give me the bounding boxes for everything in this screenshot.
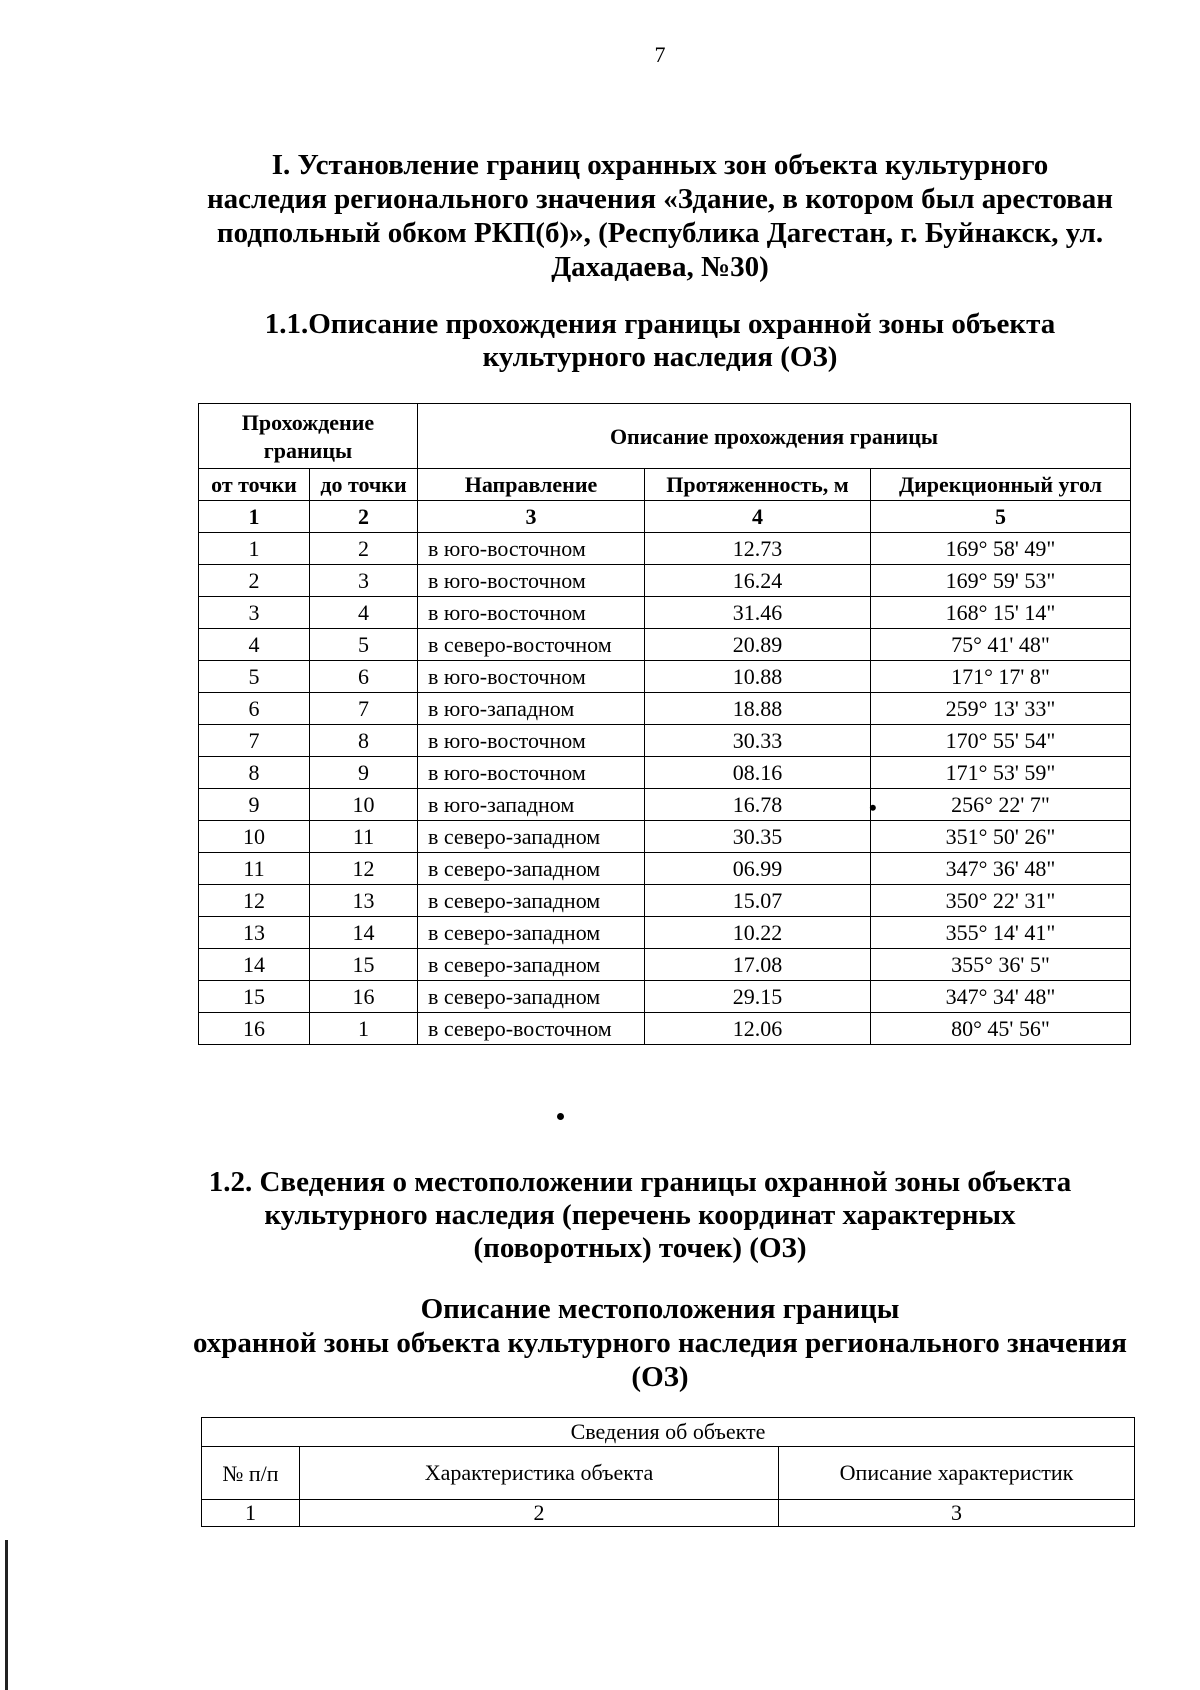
header-description: Описание прохождения границы (418, 404, 1131, 469)
column-number: 5 (871, 501, 1131, 533)
direction-cell: в юго-восточном (418, 757, 645, 789)
angle-cell: 170° 55' 54" (871, 725, 1131, 757)
table-row (199, 789, 1131, 821)
direction-cell: в северо-западном (418, 821, 645, 853)
length-cell: 30.33 (645, 725, 871, 757)
section-heading-1 (200, 148, 1120, 284)
table-row (199, 821, 1131, 853)
header-direction: Направление (418, 469, 645, 501)
column-number: 1 (199, 501, 310, 533)
angle-cell: 347° 34' 48" (871, 981, 1131, 1013)
to-point-cell: 14 (310, 917, 418, 949)
header-row-number: № п/п (202, 1447, 300, 1500)
scan-edge-line (5, 1540, 8, 1690)
direction-cell: в юго-восточном (418, 533, 645, 565)
heading3-line: 1.2. Сведения о местоположении границы охранной зоны объекта (208, 1166, 1072, 1198)
header-to-point: до точки (310, 469, 418, 501)
table-row (199, 1013, 1131, 1045)
angle-cell: 75° 41' 48" (871, 629, 1131, 661)
direction-cell: в северо-восточном (418, 1013, 645, 1045)
length-cell: 12.73 (645, 533, 871, 565)
to-point-cell: 12 (310, 853, 418, 885)
angle-cell: 168° 15' 14" (871, 597, 1131, 629)
length-cell: 18.88 (645, 693, 871, 725)
to-point-cell: 4 (310, 597, 418, 629)
to-point-cell: 3 (310, 565, 418, 597)
heading1-line: I. Установление границ охранных зон объекта культурного (271, 149, 1049, 181)
angle-cell: 259° 13' 33" (871, 693, 1131, 725)
angle-cell: 169° 59' 53" (871, 565, 1131, 597)
header-characteristic-description: Описание характеристик (779, 1447, 1135, 1500)
direction-cell: в северо-восточном (418, 629, 645, 661)
angle-cell: 171° 17' 8" (871, 661, 1131, 693)
table-row (199, 597, 1131, 629)
to-point-cell: 11 (310, 821, 418, 853)
heading4-line: (ОЗ) (631, 1361, 689, 1393)
column-number: 1 (202, 1500, 300, 1527)
column-number: 3 (418, 501, 645, 533)
header-passage: Прохождение границы (199, 404, 418, 469)
heading3-line: (поворотных) точек) (ОЗ) (473, 1232, 807, 1264)
angle-cell: 169° 58' 49" (871, 533, 1131, 565)
table-row (199, 949, 1131, 981)
table-row (199, 757, 1131, 789)
direction-cell: в юго-восточном (418, 597, 645, 629)
angle-cell: 256° 22' 7" (871, 789, 1131, 821)
header-length: Протяженность, м (645, 469, 871, 501)
to-point-cell: 9 (310, 757, 418, 789)
section-heading-1-1 (200, 308, 1120, 374)
table-row (199, 725, 1131, 757)
length-cell: 17.08 (645, 949, 871, 981)
object-info-title: Сведения об объекте (202, 1418, 1135, 1447)
from-point-cell: 4 (199, 629, 310, 661)
length-cell: 16.78 (645, 789, 871, 821)
to-point-cell: 16 (310, 981, 418, 1013)
from-point-cell: 5 (199, 661, 310, 693)
heading4-line: охранной зоны объекта культурного наследия регионального значения (192, 1327, 1127, 1359)
heading3-line: культурного наследия (перечень координат характерных (264, 1199, 1016, 1231)
angle-cell: 355° 36' 5" (871, 949, 1131, 981)
length-cell: 20.89 (645, 629, 871, 661)
from-point-cell: 3 (199, 597, 310, 629)
to-point-cell: 1 (310, 1013, 418, 1045)
direction-cell: в северо-западном (418, 885, 645, 917)
direction-cell: в северо-западном (418, 949, 645, 981)
from-point-cell: 9 (199, 789, 310, 821)
angle-cell: 355° 14' 41" (871, 917, 1131, 949)
angle-cell: 80° 45' 56" (871, 1013, 1131, 1045)
page-number: 7 (654, 42, 666, 67)
header-from-point: от точки (199, 469, 310, 501)
table-row (199, 981, 1131, 1013)
from-point-cell: 6 (199, 693, 310, 725)
table-row (199, 565, 1131, 597)
column-number: 2 (300, 1500, 779, 1527)
direction-cell: в северо-западном (418, 981, 645, 1013)
heading1-line: подпольный обком РКП(б)», (Республика Дагестан, г. Буйнакск, ул. (216, 217, 1104, 249)
length-cell: 31.46 (645, 597, 871, 629)
from-point-cell: 8 (199, 757, 310, 789)
from-point-cell: 7 (199, 725, 310, 757)
length-cell: 10.88 (645, 661, 871, 693)
table-row (199, 693, 1131, 725)
angle-cell: 350° 22' 31" (871, 885, 1131, 917)
boundary-description-table (198, 403, 1131, 1045)
from-point-cell: 16 (199, 1013, 310, 1045)
length-cell: 30.35 (645, 821, 871, 853)
column-number: 4 (645, 501, 871, 533)
to-point-cell: 5 (310, 629, 418, 661)
heading2-line: культурного наследия (ОЗ) (482, 341, 838, 373)
to-point-cell: 2 (310, 533, 418, 565)
table-row (199, 661, 1131, 693)
from-point-cell: 1 (199, 533, 310, 565)
object-info-table (201, 1417, 1135, 1527)
angle-cell: 171° 53' 59" (871, 757, 1131, 789)
to-point-cell: 8 (310, 725, 418, 757)
scan-mark: • (869, 795, 877, 820)
to-point-cell: 7 (310, 693, 418, 725)
direction-cell: в юго-восточном (418, 725, 645, 757)
direction-cell: в северо-западном (418, 917, 645, 949)
column-number: 3 (779, 1500, 1135, 1527)
from-point-cell: 2 (199, 565, 310, 597)
length-cell: 12.06 (645, 1013, 871, 1045)
from-point-cell: 10 (199, 821, 310, 853)
to-point-cell: 6 (310, 661, 418, 693)
from-point-cell: 13 (199, 917, 310, 949)
column-number: 2 (310, 501, 418, 533)
length-cell: 15.07 (645, 885, 871, 917)
from-point-cell: 14 (199, 949, 310, 981)
direction-cell: в юго-восточном (418, 661, 645, 693)
from-point-cell: 12 (199, 885, 310, 917)
location-description-heading (170, 1292, 1150, 1394)
to-point-cell: 13 (310, 885, 418, 917)
table-row (199, 533, 1131, 565)
heading1-line: Дахадаева, №30) (551, 251, 769, 283)
direction-cell: в юго-восточном (418, 565, 645, 597)
length-cell: 16.24 (645, 565, 871, 597)
direction-cell: в юго-западном (418, 693, 645, 725)
scan-dot (557, 1113, 564, 1120)
section-heading-1-2 (180, 1166, 1100, 1265)
from-point-cell: 15 (199, 981, 310, 1013)
header-angle: Дирекционный угол (871, 469, 1131, 501)
heading1-line: наследия регионального значения «Здание, в котором был арестован (206, 183, 1114, 215)
length-cell: 10.22 (645, 917, 871, 949)
direction-cell: в северо-западном (418, 853, 645, 885)
length-cell: 08.16 (645, 757, 871, 789)
direction-cell: в юго-западном (418, 789, 645, 821)
angle-cell: 347° 36' 48" (871, 853, 1131, 885)
heading4-line: Описание местоположения границы (420, 1293, 900, 1325)
heading2-line: 1.1.Описание прохождения границы охранной зоны объекта (264, 308, 1056, 340)
header-object-characteristic: Характеристика объекта (300, 1447, 779, 1500)
table-row (199, 917, 1131, 949)
from-point-cell: 11 (199, 853, 310, 885)
angle-cell: 351° 50' 26" (871, 821, 1131, 853)
table-row (199, 629, 1131, 661)
length-cell: 29.15 (645, 981, 871, 1013)
table-row (199, 853, 1131, 885)
table-row (199, 885, 1131, 917)
to-point-cell: 15 (310, 949, 418, 981)
length-cell: 06.99 (645, 853, 871, 885)
to-point-cell: 10 (310, 789, 418, 821)
